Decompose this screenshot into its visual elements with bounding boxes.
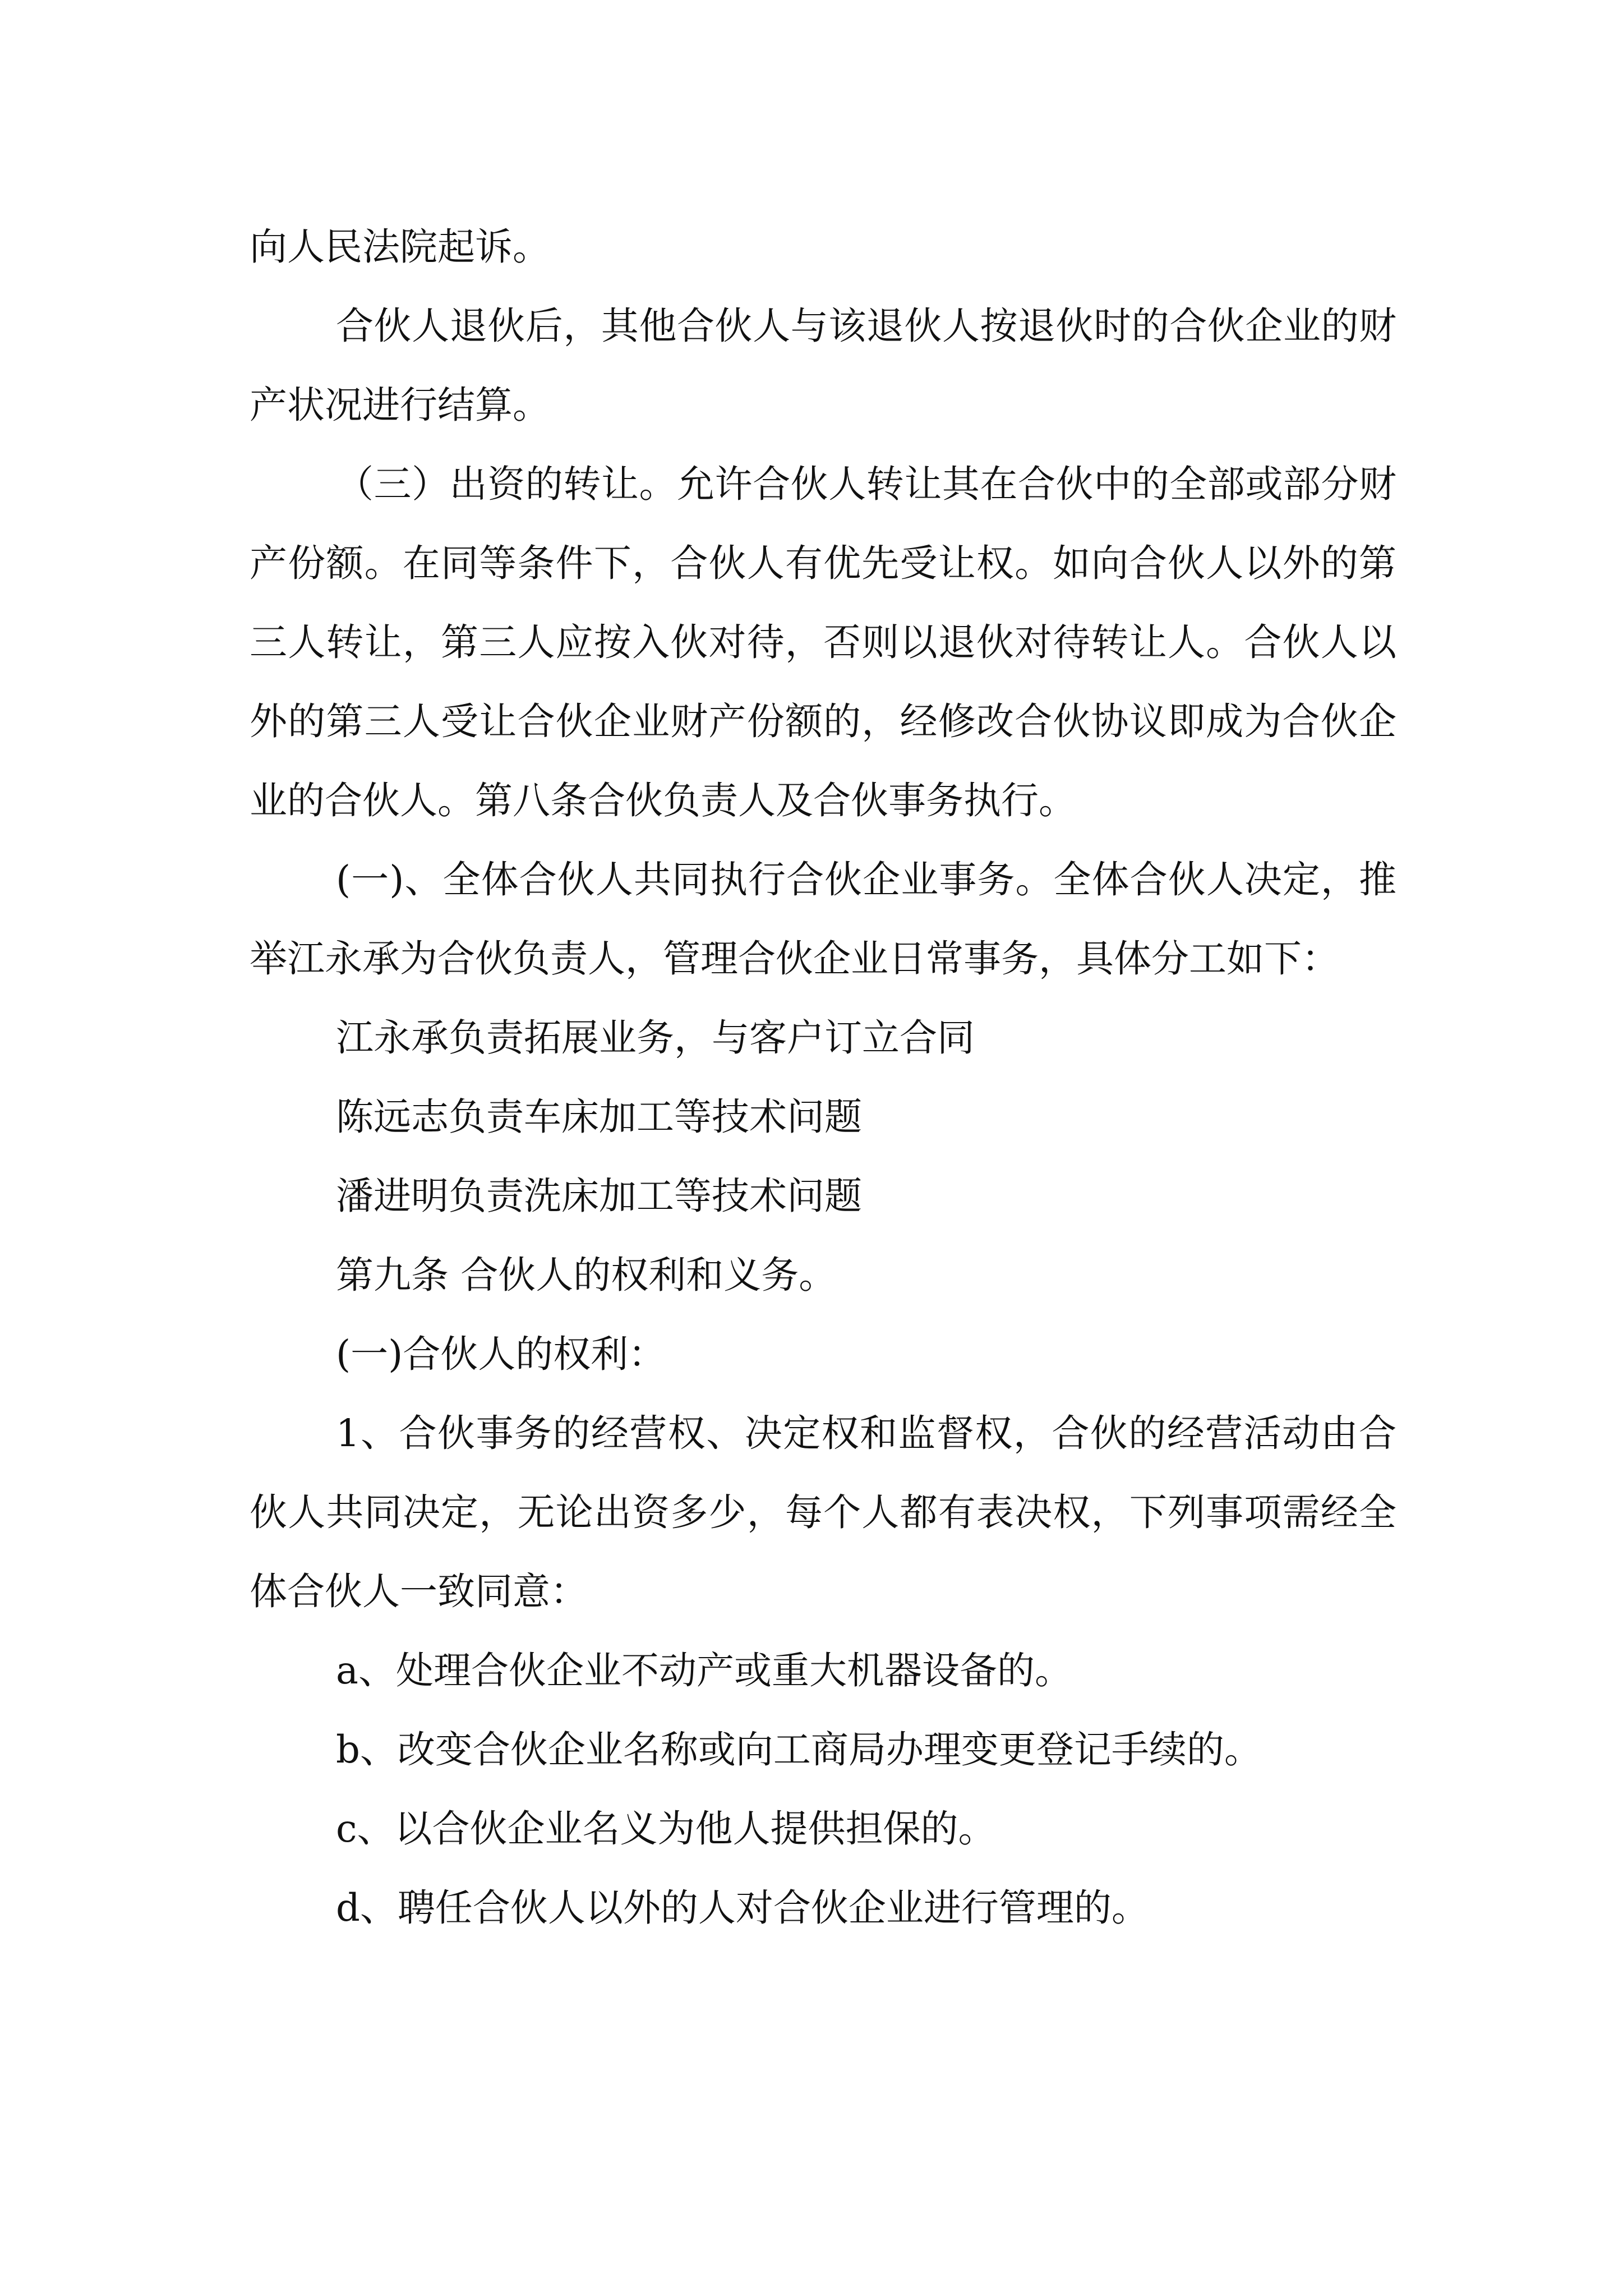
- consent-item-d: d、聘任合伙人以外的人对合伙企业进行管理的。: [336, 1886, 1149, 1930]
- consent-item-b: b、改变合伙企业名称或向工商局办理变更登记手续的。: [336, 1728, 1262, 1772]
- paragraph-joint-execution: (一)、全体合伙人共同执行合伙企业事务。全体合伙人决定，推举江永承为合伙负责人，管理合伙企业日常事务，具体分工如下：: [250, 858, 1396, 981]
- consent-item-c: c、以合伙企业名义为他人提供担保的。: [336, 1807, 996, 1851]
- duty-item-pan: 潘进明负责洗床加工等技术问题: [336, 1174, 862, 1218]
- duty-item-jiang: 江永承负责拓展业务，与客户订立合同: [336, 1016, 975, 1060]
- document-page: [250, 208, 1396, 1948]
- article-nine-heading: 第九条 合伙人的权利和义务。: [336, 1253, 837, 1297]
- paragraph-settlement: 合伙人退伙后，其他合伙人与该退伙人按退伙时的合伙企业的财产状况进行结算。: [250, 304, 1396, 427]
- paragraph-capital-transfer: （三）出资的转让。允许合伙人转让其在合伙中的全部或部分财产份额。在同等条件下，合伙人有优先受让权。如向合伙人以外的第三人转让，第三人应按入伙对待，否则以退伙对待转让人。合伙人以外的第三人受让合伙企业财产份额的，经修改合伙协议即成为合伙企业的合伙人。第八条合伙负责人及合伙事务执行。: [250, 462, 1396, 822]
- consent-item-a: a、处理合伙企业不动产或重大机器设备的。: [336, 1649, 1072, 1692]
- paragraph-lawsuit: 向人民法院起诉。: [250, 225, 550, 269]
- paragraph-decision-rights: 1、合伙事务的经营权、决定权和监督权，合伙的经营活动由合伙人共同决定，无论出资多少，每个人都有表决权，下列事项需经全体合伙人一致同意：: [250, 1411, 1396, 1613]
- rights-heading: (一)合伙人的权利：: [336, 1332, 666, 1376]
- duty-item-chen: 陈远志负责车床加工等技术问题: [336, 1095, 862, 1139]
